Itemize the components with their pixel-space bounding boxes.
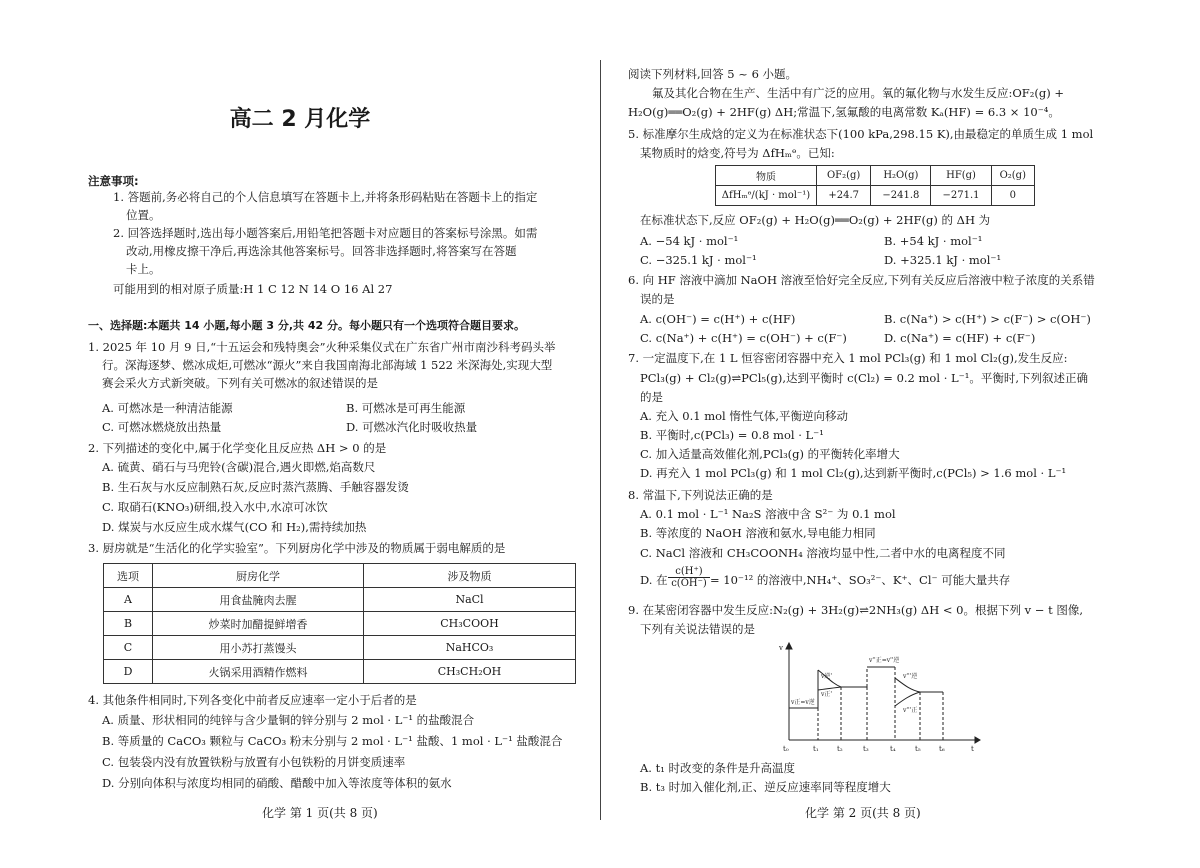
q5-option-c[interactable]: C. −325.1 kJ · mol⁻¹	[640, 253, 757, 267]
table-cell: C	[104, 636, 153, 660]
q6-stem: 6. 向 HF 溶液中滴加 NaOH 溶液至恰好完全反应,下列有关反应后溶液中粒子浓度的关系错	[628, 273, 1095, 287]
q6-stem: 误的是	[640, 292, 675, 306]
forward-rate-curve	[818, 687, 841, 690]
table-cell: 用小苏打蒸馒头	[153, 636, 364, 660]
atomic-masses: 可能用到的相对原子质量:H 1 C 12 N 14 O 16 Al 27	[113, 282, 393, 296]
q6-option-d[interactable]: D. c(Na⁺) = c(HF) + c(F⁻)	[884, 331, 1036, 345]
q6-option-b[interactable]: B. c(Na⁺) > c(H⁺) > c(F⁻) > c(OH⁻)	[884, 312, 1091, 326]
table-header-cell: HF(g)	[931, 166, 991, 186]
q4-option-a[interactable]: A. 质量、形状相同的纯锌与含少量铜的锌分别与 2 mol · L⁻¹ 的盐酸混合	[102, 713, 475, 727]
q8-option-a[interactable]: A. 0.1 mol · L⁻¹ Na₂S 溶液中含 S²⁻ 为 0.1 mol	[640, 507, 896, 521]
reverse-rate-label: v逆'	[821, 673, 833, 680]
table-cell: 炒菜时加醋提鲜增香	[153, 612, 364, 636]
q2-option-b[interactable]: B. 生石灰与水反应制熟石灰,反应时蒸汽蒸腾、手触容器发烫	[102, 480, 409, 494]
forward-rate-label: v正'	[821, 691, 833, 698]
page-footer: 化学 第 2 页(共 8 页)	[805, 806, 921, 820]
table-cell: CH₃CH₂OH	[364, 660, 576, 684]
table-header-cell: OF₂(g)	[817, 166, 871, 186]
table-cell: 火锅采用酒精作燃料	[153, 660, 364, 684]
t-axis-label: t	[971, 745, 974, 753]
q2-option-c[interactable]: C. 取硝石(KNO₃)研细,投入水中,水凉可冰饮	[102, 500, 328, 514]
notice-line: 改动,用橡皮擦干净后,再选涂其他答案标号。回答非选择题时,将答案写在答题	[126, 244, 517, 258]
notice-heading: 注意事项:	[88, 174, 139, 188]
q7-stem: PCl₃(g) + Cl₂(g)⇌PCl₅(g),达到平衡时 c(Cl₂) = 0.2 mol · L⁻¹。平衡时,下列叙述正确	[640, 371, 1088, 385]
table-cell: NaHCO₃	[364, 636, 576, 660]
table-cell: ΔfHₘᶱ/(kJ · mol⁻¹)	[716, 186, 817, 206]
table-cell: +24.7	[817, 186, 871, 206]
q3-table	[103, 563, 576, 684]
tick-label: t₂	[837, 745, 843, 753]
q5-option-d[interactable]: D. +325.1 kJ · mol⁻¹	[884, 253, 1002, 267]
table-cell: D	[104, 660, 153, 684]
vt-graph	[775, 640, 985, 755]
fraction-numerator: c(H⁺)	[675, 566, 703, 577]
table-cell: A	[104, 588, 153, 612]
fraction-denominator: c(OH⁻)	[668, 577, 710, 589]
table-header-cell: 厨房化学	[153, 564, 364, 588]
v-axis-arrow	[786, 643, 792, 649]
q5-option-b[interactable]: B. +54 kJ · mol⁻¹	[884, 234, 983, 248]
catalyst-rate-label: v''正=v''逆	[869, 657, 900, 664]
q8-stem: 8. 常温下,下列说法正确的是	[628, 488, 773, 502]
q1-option-a[interactable]: A. 可燃冰是一种清洁能源	[102, 401, 233, 415]
reverse-rate-curve	[895, 678, 920, 692]
q5-stem: 某物质时的焓变,符号为 ΔfHₘᶱ。已知:	[640, 146, 835, 160]
tick-label: t₃	[863, 745, 869, 753]
q5-question: 在标准状态下,反应 OF₂(g) + H₂O(g)══O₂(g) + 2HF(g) 的 ΔH 为	[640, 213, 991, 227]
q7-stem: 的是	[640, 390, 663, 404]
table-cell: 0	[991, 186, 1034, 206]
equilibrium-label: v正=v逆	[791, 699, 815, 706]
table-cell: CH₃COOH	[364, 612, 576, 636]
table-header-cell: H₂O(g)	[871, 166, 931, 186]
tick-label: t₆	[939, 745, 945, 753]
q4-option-c[interactable]: C. 包装袋内没有放置铁粉与放置有小包铁粉的月饼变质速率	[102, 755, 406, 769]
q7-option-a[interactable]: A. 充入 0.1 mol 惰性气体,平衡逆向移动	[640, 409, 849, 423]
material-line: H₂O(g)══O₂(g) + 2HF(g) ΔH;常温下,氢氟酸的电离常数 Kₐ(HF) = 6.3 × 10⁻⁴。	[628, 105, 1060, 119]
notice-line: 位置。	[126, 208, 161, 222]
table-cell: B	[104, 612, 153, 636]
section-heading: 一、选择题:本题共 14 小题,每小题 3 分,共 42 分。每小题只有一个选项符合题目要求。	[88, 319, 526, 332]
t-axis-arrow	[975, 737, 980, 743]
q1-option-c[interactable]: C. 可燃冰燃烧放出热量	[102, 420, 222, 434]
q6-option-a[interactable]: A. c(OH⁻) = c(H⁺) + c(HF)	[640, 312, 796, 326]
q4-stem: 4. 其他条件相同时,下列各变化中前者反应速率一定小于后者的是	[88, 693, 417, 707]
notice-line: 2. 回答选择题时,选出每小题答案后,用铅笔把答题卡对应题目的答案标号涂黑。如需	[113, 226, 538, 240]
table-cell: −271.1	[931, 186, 991, 206]
table-cell: 用食盐腌肉去腥	[153, 588, 364, 612]
q6-option-c[interactable]: C. c(Na⁺) + c(H⁺) = c(OH⁻) + c(F⁻)	[640, 331, 847, 345]
right-page	[600, 0, 1200, 868]
material-intro: 阅读下列材料,回答 5 ~ 6 小题。	[628, 67, 798, 81]
q4-option-d[interactable]: D. 分别向体积与浓度均相同的硝酸、醋酸中加入等浓度等体积的氨水	[102, 776, 452, 790]
q1-stem: 1. 2025 年 10 月 9 日,“十五运会和残特奥会”火种采集仪式在广东省广州市南沙科考码头举	[88, 340, 556, 354]
exam-title: 高二 2 月化学	[229, 107, 371, 132]
q7-option-d[interactable]: D. 再充入 1 mol PCl₃(g) 和 1 mol Cl₂(g),达到新平衡时,c(PCl₅) > 1.6 mol · L⁻¹	[640, 466, 1067, 480]
notice-line: 1. 答题前,务必将自己的个人信息填写在答题卡上,并将条形码粘贴在答题卡上的指定	[113, 190, 538, 204]
q4-option-b[interactable]: B. 等质量的 CaCO₃ 颗粒与 CaCO₃ 粉末分别与 2 mol · L⁻¹ 盐酸、1 mol · L⁻¹ 盐酸混合	[102, 734, 563, 748]
q7-stem: 7. 一定温度下,在 1 L 恒容密闭容器中充入 1 mol PCl₃(g) 和 1 mol Cl₂(g),发生反应:	[628, 351, 1068, 365]
table-header-cell: 涉及物质	[364, 564, 576, 588]
q1-stem: 赛会采火方式新突破。下列有关可燃冰的叙述错误的是	[102, 376, 378, 390]
page-footer: 化学 第 1 页(共 8 页)	[262, 806, 378, 820]
q8-option-c[interactable]: C. NaCl 溶液和 CH₃COONH₄ 溶液均显中性,二者中水的电离程度不同	[640, 546, 1006, 560]
q8-option-d-text: = 10⁻¹² 的溶液中,NH₄⁺、SO₃²⁻、K⁺、Cl⁻ 可能大量共存	[710, 573, 1011, 587]
q2-option-d[interactable]: D. 煤炭与水反应生成水煤气(CO 和 H₂),需持续加热	[102, 520, 367, 534]
forward-rate-curve	[895, 692, 920, 706]
q8-option-d[interactable]: D. 在	[640, 573, 668, 587]
tick-label: t₁	[813, 745, 819, 753]
q9-option-b[interactable]: B. t₃ 时加入催化剂,正、逆反应速率同等程度增大	[640, 780, 891, 794]
table-header-cell: O₂(g)	[991, 166, 1034, 186]
q5-stem: 5. 标准摩尔生成焓的定义为在标准状态下(100 kPa,298.15 K),由最稳定的单质生成 1 mol	[628, 127, 1094, 141]
q9-stem: 9. 在某密闭容器中发生反应:N₂(g) + 3H₂(g)⇌2NH₃(g) ΔH < 0。根据下列 v − t 图像,	[628, 603, 1084, 617]
table-header-cell: 选项	[104, 564, 153, 588]
q8-option-b[interactable]: B. 等浓度的 NaOH 溶液和氨水,导电能力相同	[640, 526, 876, 540]
q3-stem: 3. 厨房就是“生活化的化学实验室”。下列厨房化学中涉及的物质属于弱电解质的是	[88, 541, 506, 555]
tick-label: t₅	[915, 745, 921, 753]
q2-stem: 2. 下列描述的变化中,属于化学变化且反应热 ΔH > 0 的是	[88, 441, 387, 455]
q1-option-d[interactable]: D. 可燃冰汽化时吸收热量	[346, 420, 478, 434]
table-cell: NaCl	[364, 588, 576, 612]
material-line: 氟及其化合物在生产、生活中有广泛的应用。氧的氟化物与水发生反应:OF₂(g) +	[652, 86, 1065, 100]
q1-stem: 行。深海逐梦、燃冰成炬,可燃冰“源火”来自我国南海北部海域 1 522 米深海处,实现大型	[102, 358, 553, 372]
q5-table	[715, 165, 1035, 206]
q7-option-b[interactable]: B. 平衡时,c(PCl₃) = 0.8 mol · L⁻¹	[640, 428, 824, 442]
notice-line: 卡上。	[126, 262, 161, 276]
v-axis-label: v	[779, 644, 783, 652]
q9-stem: 下列有关说法错误的是	[640, 622, 755, 636]
table-header-cell: 物质	[716, 166, 817, 186]
q8-fraction	[668, 566, 710, 589]
table-cell: −241.8	[871, 186, 931, 206]
q2-option-a[interactable]: A. 硫黄、硝石与马兜铃(含碳)混合,遇火即燃,焰高数尺	[102, 460, 376, 474]
tick-label: t₀	[783, 745, 789, 753]
q5-option-a[interactable]: A. −54 kJ · mol⁻¹	[640, 234, 739, 248]
q7-option-c[interactable]: C. 加入适量高效催化剂,PCl₃(g) 的平衡转化率增大	[640, 447, 900, 461]
q9-option-a[interactable]: A. t₁ 时改变的条件是升高温度	[640, 761, 796, 775]
reverse-rate-label: v'''逆	[903, 673, 918, 680]
forward-rate-label: v'''正	[903, 707, 918, 714]
q1-option-b[interactable]: B. 可燃冰是可再生能源	[346, 401, 466, 415]
tick-label: t₄	[890, 745, 896, 753]
